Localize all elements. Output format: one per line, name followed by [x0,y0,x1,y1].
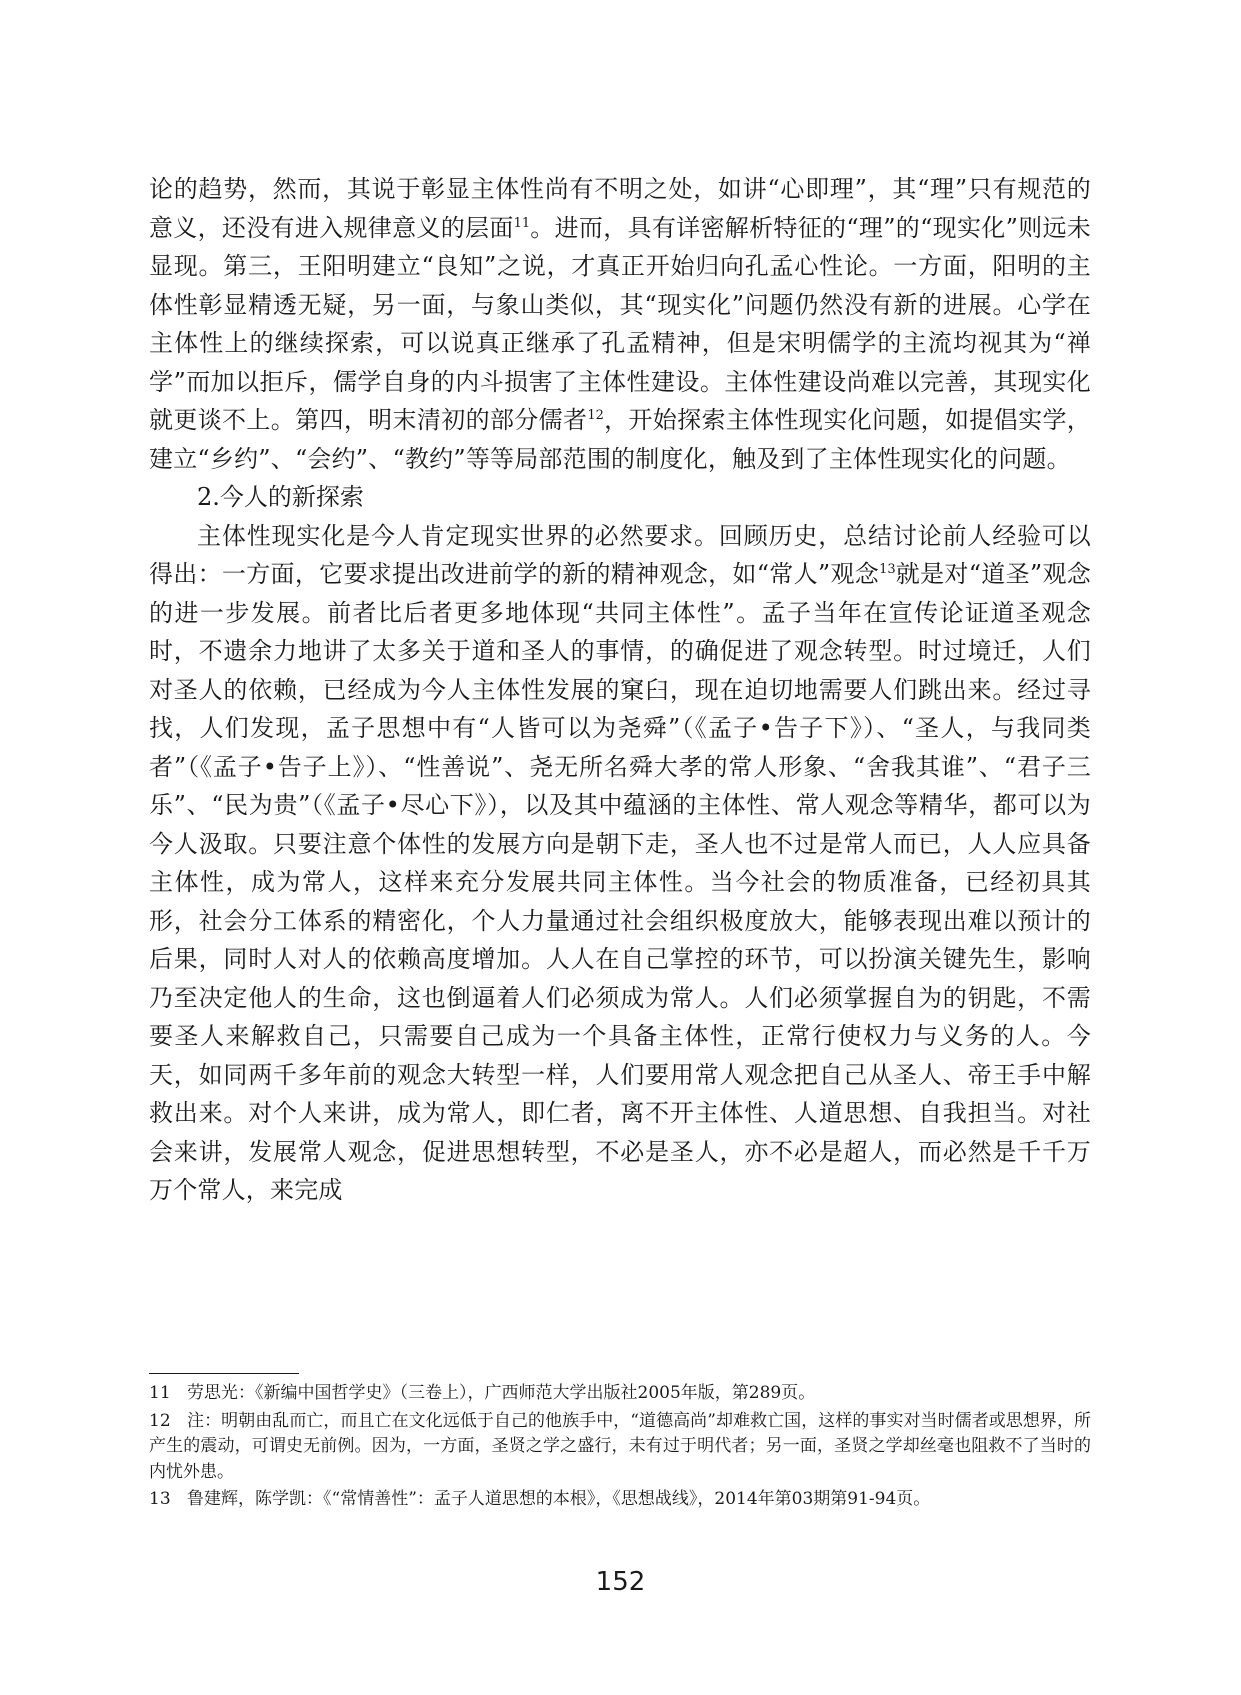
footnote-text: 注：明朝由乱而亡，而且亡在文化远低于自己的他族手中，“道德高尚”却难救亡国，这样的事实对当时儒者或思想界，所产生的震动，可谓史无前例。因为，一方面，圣贤之学之盛行，未有过于明代者；另一面，圣贤之学却丝毫也阻救不了当时的内忧外患。 [149,1410,1091,1482]
paragraph-text: 论的趋势，然而，其说于彰显主体性尚有不明之处，如讲“心即理”，其“理”只有规范的意义，还没有进入规律意义的层面 [149,175,1091,242]
paragraph-text: 。进而，具有详密解析特征的“理”的“现实化”则远未显现。第三，王阳明建立“良知”之说，才真正开始归向孔孟心性论。一方面，阳明的主体性彰显精透无疑，另一面，与象山类似，其“现实化”问题仍然没有新的进展。心学在主体性上的继续探索，可以说真正继承了孔孟精神，但是宋明儒学的主流均视其为“禅学”而加以拒斥，儒学自身的内斗损害了主体性建设。主体性建设尚难以完善，其现实化就更谈不上。第四，明末清初的部分儒者 [149,213,1091,434]
footnote-ref-13: 13 [879,562,896,577]
paragraph-text: ，开始探索主体性现实化问题，如提倡实学，建立“乡约”、“会约”、“教约”等等局部范围的制度化，触及到了主体性现实化的问题。 [149,406,1091,473]
footnote-12 [149,1409,1091,1486]
paragraph-continuation [149,170,1091,478]
footnote-number: 11 [149,1383,171,1403]
footnote-ref-12: 12 [587,408,604,423]
footnote-ref-11: 11 [513,215,531,231]
footnote-number: 12 [149,1410,171,1431]
footnote-11 [149,1381,1091,1407]
section-heading: 2.今人的新探索 [197,483,364,511]
footnote-13 [149,1487,1091,1513]
footnote-text: 鲁建辉，陈学凯：《“常情善性”：孟子人道思想的本根》，《思想战线》，2014年第03期第91-94页。 [187,1489,931,1509]
page-number: 152 [595,1567,646,1597]
footnote-number: 13 [149,1489,171,1509]
footnote-separator [149,1373,299,1374]
paragraph-text: 就是对“道圣”观念的进一步发展。前者比后者更多地体现“共同主体性”。孟子当年在宣传论证道圣观念时，不遗余力地讲了太多关于道和圣人的事情，的确促进了观念转型。时过境迁，人们对圣人的依赖，已经成为今人主体性发展的窠臼，现在迫切地需要人们跳出来。经过寻找，人们发现，孟子思想中有“人皆可以为尧舜”（《孟子•告子下》）、“圣人，与我同类者”（《孟子•告子上》）、“性善说”、尧无所名舜大孝的常人形象、“舍我其谁”、“君子三乐”、“民为贵”（《孟子•尽心下》），以及其中蕴涵的主体性、常人观念等精华，都可以为今人汲取。只要注意个体性的发展方向是朝下走，圣人也不过是常人而已，人人应具备主体性，成为常人，这样来充分发展共同主体性。当今社会的物质准备，已经初具其形，社会分工体系的精密化，个人力量通过社会组织极度放大，能够表现出难以预计的后果，同时人对人的依赖高度增加。人人在自己掌控的环节，可以扮演关键先生，影响乃至决定他人的生命，这也倒逼着人们必须成为常人。人们必须掌握自为的钥匙，不需要圣人来解救自己，只需要自己成为一个具备主体性，正常行使权力与义务的人。今天，如同两千多年前的观念大转型一样，人们要用常人观念把自己从圣人、帝王手中解救出来。对个人来讲，成为常人，即仁者，离不开主体性、人道思想、自我担当。对社会来讲，发展常人观念，促进思想转型，不必是圣人，亦不必是超人，而必然是千千万万个常人，来完成 [149,560,1091,1204]
body-text [149,170,1091,1210]
paragraph-text: 主体性现实化是今人肯定现实世界的必然要求。回顾历史，总结讨论前人经验可以得出：一方面，它要求提出改进前学的新的精神观念，如“常人”观念 [149,521,1091,588]
footnotes [149,1381,1091,1515]
footnote-text: 劳思光：《新编中国哲学史》（三卷上），广西师范大学出版社2005年版，第289页。 [187,1383,816,1403]
paragraph [149,517,1091,1210]
